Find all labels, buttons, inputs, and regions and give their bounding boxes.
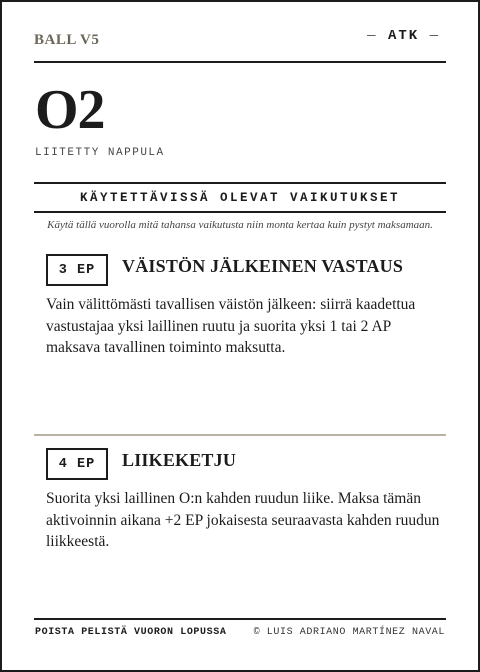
footer-rule (34, 618, 446, 620)
ability-cost-badge: 4 EP (46, 448, 108, 480)
header-rule (34, 61, 446, 63)
ability-text: Vain välittömästi tavallisen väistön jälkeen: siirrä kaadettua vastustajaa yksi laillinen ruutu ja suorita yksi 1 tai 2 AP maksava tavallinen toiminto maksutta. (46, 296, 416, 356)
type-tag-dash-left: — (367, 28, 378, 44)
ability-divider (34, 434, 446, 436)
ability-cost-badge: 3 EP (46, 254, 108, 286)
copyright: © LUIS ADRIANO MARTÍNEZ NAVAL (253, 627, 445, 638)
card-code: O2 (35, 79, 105, 141)
type-tag-dash-right: — (429, 28, 440, 44)
section-note: Käytä tällä vuorolla mitä tahansa vaikutusta niin monta kertaa kuin pystyt maksamaan. (47, 219, 433, 231)
type-tag-label: ATK (387, 28, 420, 44)
footer-instruction: POISTA PELISTÄ VUORON LOPUSSA (35, 627, 227, 638)
ability-title: LIIKEKETJU (122, 450, 237, 470)
card-subtitle: LIITETTY NAPPULA (35, 147, 165, 159)
set-label: BALL V5 (34, 32, 100, 48)
ability-text: Suorita yksi laillinen O:n kahden ruudun liike. Maksa tämän aktivoinnin aikana +2 EP jokaisesta seuraavasta kahden ruudun liikkeestä. (46, 490, 440, 550)
ability-title: VÄISTÖN JÄLKEINEN VASTAUS (122, 256, 404, 276)
section-title: KÄYTETTÄVISSÄ OLEVAT VAIKUTUKSET (34, 182, 446, 213)
type-tag (367, 28, 440, 44)
